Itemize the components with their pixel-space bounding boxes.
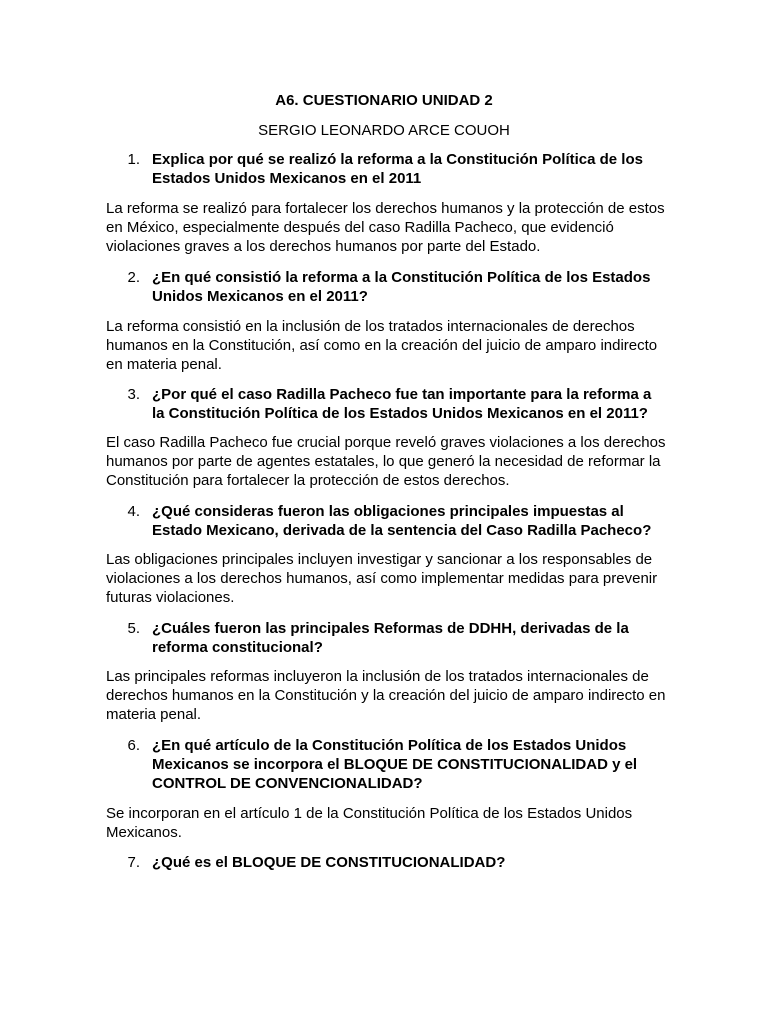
- question-number: 2.: [127, 269, 140, 286]
- question-number: 3.: [127, 386, 140, 403]
- question-4: [122, 502, 662, 540]
- answer-3: El caso Radilla Pacheco fue crucial porque reveló graves violaciones a los derechos humanos por parte de agentes estatales, lo que generó la necesidad de reformar la Constitución para fortalecer la protección de estos derechos.: [106, 434, 666, 489]
- question-text: ¿Cuáles fueron las principales Reformas de DDHH, derivadas de la reforma constitucional?: [152, 620, 629, 656]
- question-1: [122, 150, 662, 188]
- question-text: ¿Qué consideras fueron las obligaciones principales impuestas al Estado Mexicano, derivada de la sentencia del Caso Radilla Pacheco?: [152, 503, 652, 539]
- question-number: 1.: [127, 151, 140, 168]
- answer-5: Las principales reformas incluyeron la inclusión de los tratados internacionales de derechos humanos en la Constitución y la creación del juicio de amparo indirecto en materia penal.: [106, 668, 666, 723]
- question-text: ¿Qué es el BLOQUE DE CONSTITUCIONALIDAD?: [152, 854, 506, 871]
- question-6: [122, 736, 662, 793]
- answer-6: Se incorporan en el artículo 1 de la Constitución Política de los Estados Unidos Mexicanos.: [106, 805, 633, 841]
- question-number: 6.: [127, 737, 140, 754]
- author-name: SERGIO LEONARDO ARCE COUOH: [258, 122, 510, 139]
- question-3: [122, 385, 662, 423]
- document-title: A6. CUESTIONARIO UNIDAD 2: [275, 92, 493, 109]
- question-number: 7.: [127, 854, 140, 871]
- question-number: 5.: [127, 620, 140, 637]
- question-text: ¿Por qué el caso Radilla Pacheco fue tan importante para la reforma a la Constitución Política de los Estados Unidos Mexicanos en el 2011?: [152, 386, 652, 422]
- question-2: [122, 268, 662, 306]
- question-7: [122, 853, 662, 872]
- question-number: 4.: [127, 503, 140, 520]
- question-5: [122, 619, 662, 657]
- answer-4: Las obligaciones principales incluyen investigar y sancionar a los responsables de violaciones a los derechos humanos, así como implementar medidas para prevenir futuras violaciones.: [106, 551, 658, 606]
- question-text: Explica por qué se realizó la reforma a la Constitución Política de los Estados Unidos Mexicanos en el 2011: [152, 151, 643, 187]
- answer-2: La reforma consistió en la inclusión de los tratados internacionales de derechos humanos en la Constitución, así como en la creación del juicio de amparo indirecto en materia penal.: [106, 318, 658, 373]
- question-text: ¿En qué artículo de la Constitución Política de los Estados Unidos Mexicanos se incorpora el BLOQUE DE CONSTITUCIONALIDAD y el CONTROL DE CONVENCIONALIDAD?: [152, 737, 638, 792]
- question-text: ¿En qué consistió la reforma a la Constitución Política de los Estados Unidos Mexicanos en el 2011?: [152, 269, 651, 305]
- answer-1: La reforma se realizó para fortalecer los derechos humanos y la protección de estos en México, especialmente después del caso Radilla Pacheco, que evidenció violaciones graves a los derechos humanos por parte del Estado.: [106, 200, 665, 255]
